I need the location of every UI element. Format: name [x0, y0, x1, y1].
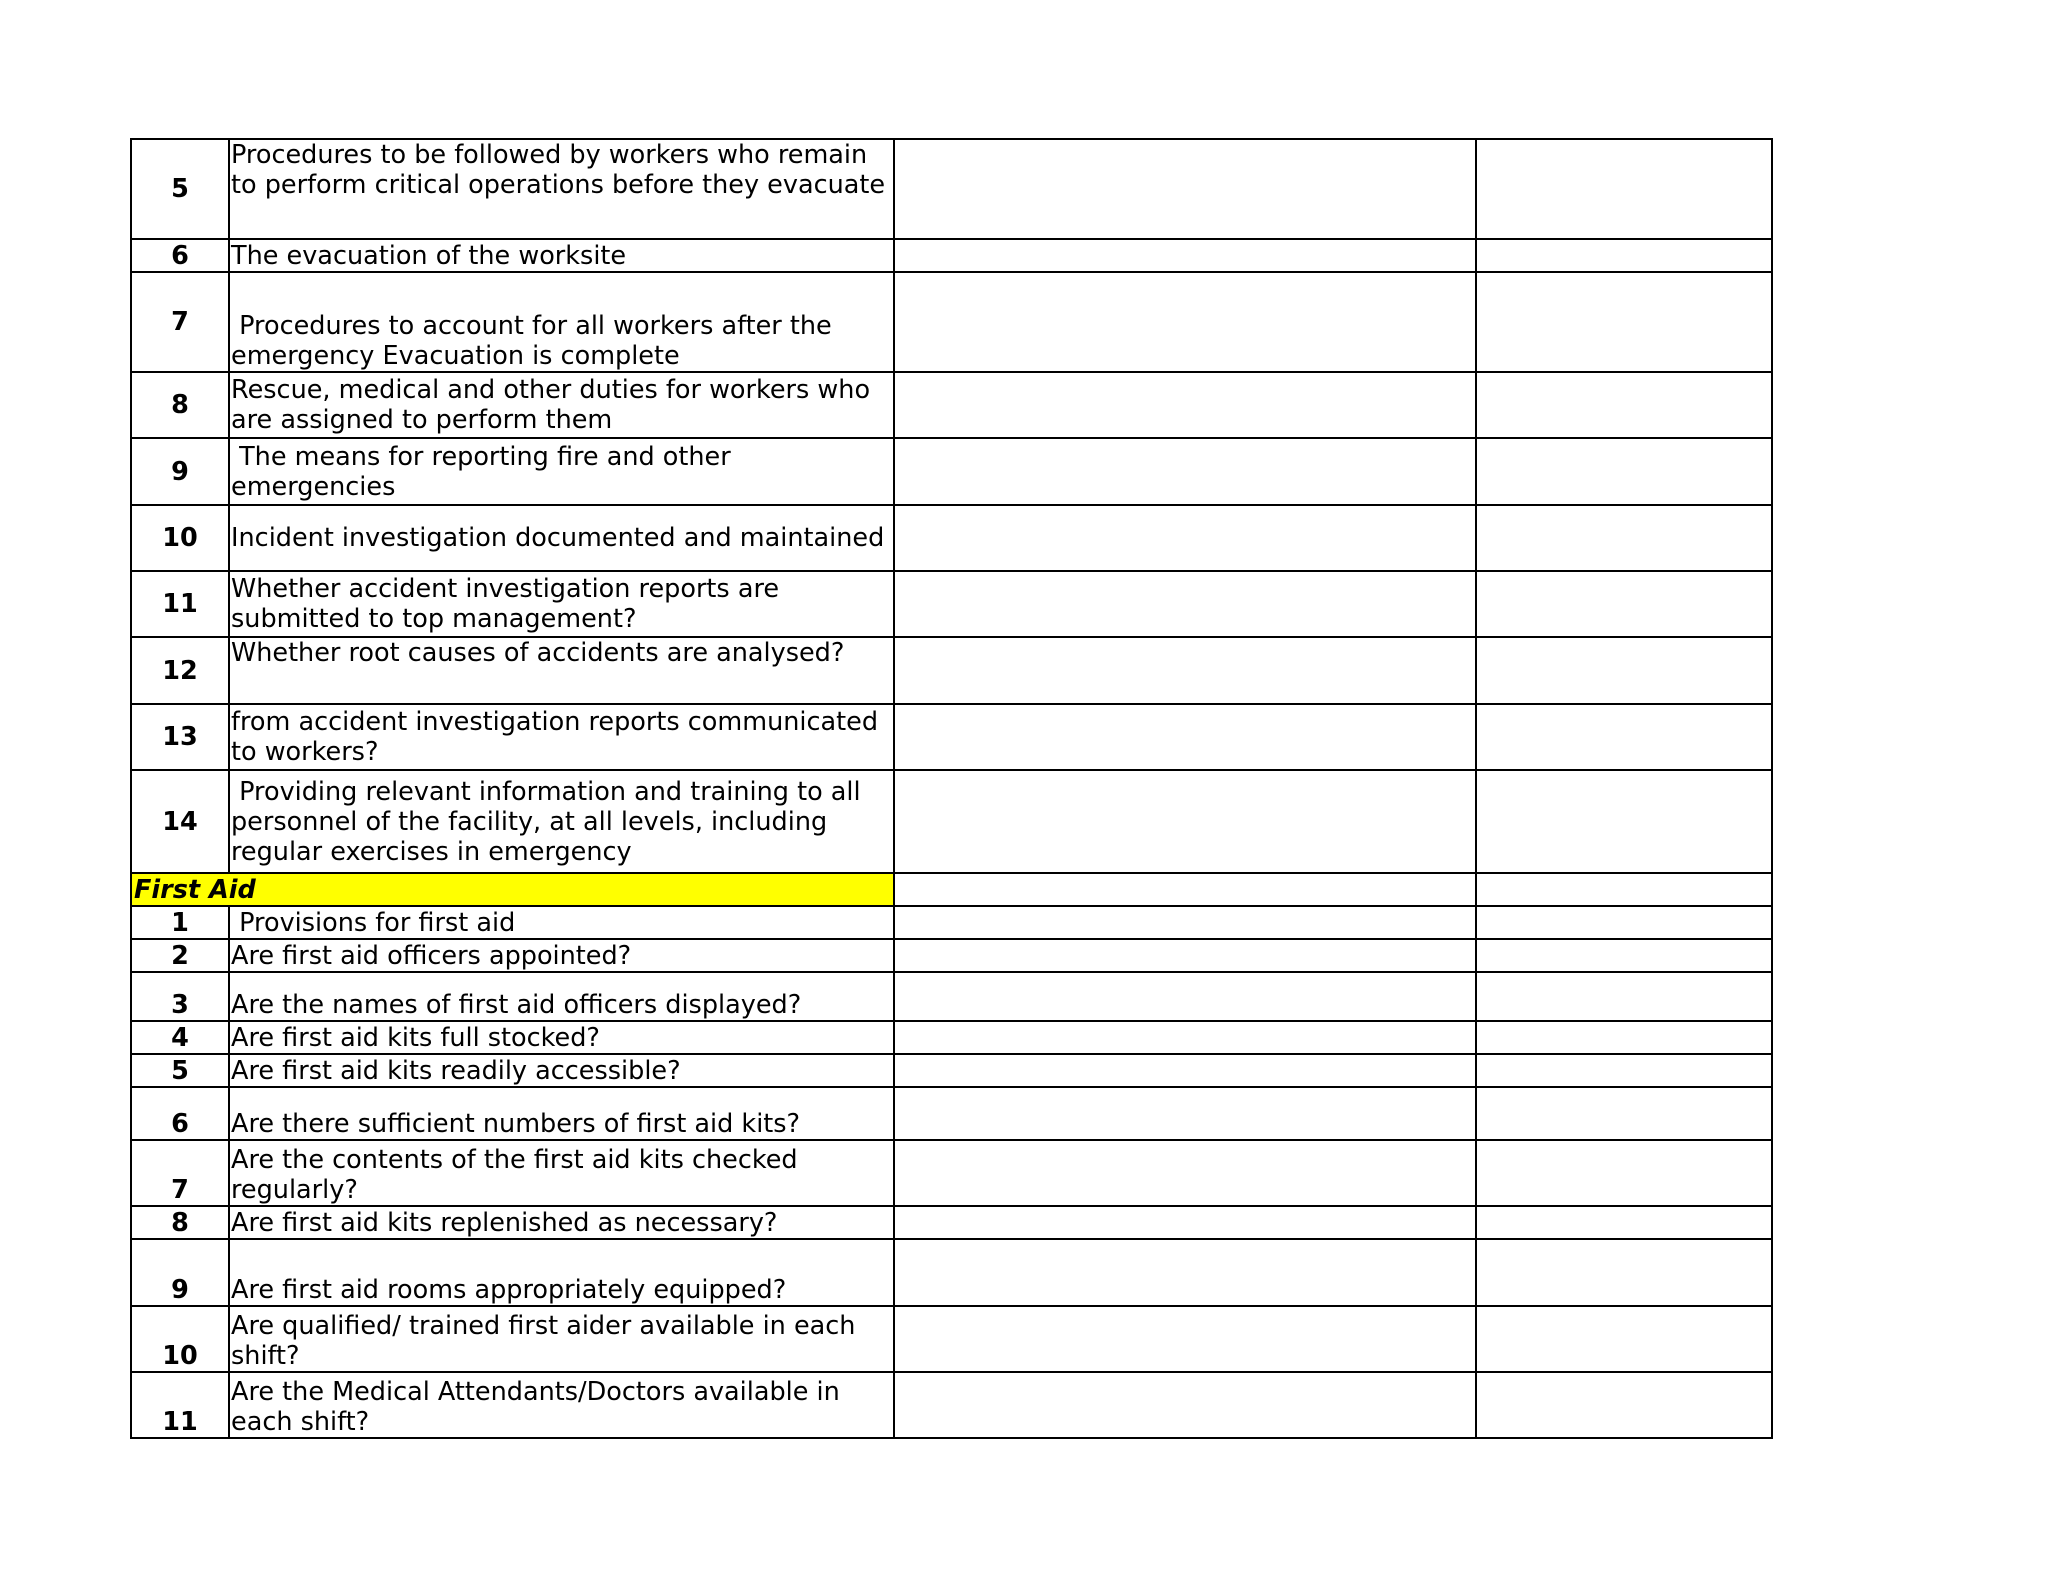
checklist-item-text: Are first aid officers appointed?	[229, 939, 894, 972]
row-number: 11	[131, 571, 229, 637]
section-heading-row	[131, 873, 1772, 906]
row-number: 1	[131, 906, 229, 939]
remarks-cell[interactable]	[1476, 939, 1772, 972]
remarks-cell[interactable]	[1476, 272, 1772, 372]
response-cell[interactable]	[894, 873, 1476, 906]
table-row	[131, 1206, 1772, 1239]
checklist-item-text: Are first aid rooms appropriately equipped?	[229, 1239, 894, 1306]
checklist-item-text: Procedures to be followed by workers who remain to perform critical operations before they evacuate	[229, 139, 894, 239]
remarks-cell[interactable]	[1476, 770, 1772, 873]
table-row	[131, 1140, 1772, 1206]
checklist-item-text: Are the Medical Attendants/Doctors available in each shift?	[229, 1372, 894, 1438]
remarks-cell[interactable]	[1476, 704, 1772, 770]
checklist-item-text: Are there sufficient numbers of first aid kits?	[229, 1087, 894, 1140]
row-number: 4	[131, 1021, 229, 1054]
row-number: 8	[131, 1206, 229, 1239]
table-row	[131, 1087, 1772, 1140]
row-number: 8	[131, 372, 229, 438]
row-number: 12	[131, 637, 229, 704]
checklist-item-text: from accident investigation reports communicated to workers?	[229, 704, 894, 770]
response-cell[interactable]	[894, 438, 1476, 505]
table-row	[131, 1239, 1772, 1306]
checklist-item-text: Are qualified/ trained first aider available in each shift?	[229, 1306, 894, 1372]
response-cell[interactable]	[894, 571, 1476, 637]
table-row	[131, 272, 1772, 372]
row-number: 13	[131, 704, 229, 770]
remarks-cell[interactable]	[1476, 571, 1772, 637]
response-cell[interactable]	[894, 505, 1476, 571]
table-row	[131, 239, 1772, 272]
remarks-cell[interactable]	[1476, 1087, 1772, 1140]
response-cell[interactable]	[894, 939, 1476, 972]
remarks-cell[interactable]	[1476, 906, 1772, 939]
table-row	[131, 571, 1772, 637]
row-number: 2	[131, 939, 229, 972]
remarks-cell[interactable]	[1476, 1206, 1772, 1239]
checklist-item-text: Are the names of first aid officers displayed?	[229, 972, 894, 1021]
remarks-cell[interactable]	[1476, 1372, 1772, 1438]
row-number: 9	[131, 1239, 229, 1306]
response-cell[interactable]	[894, 637, 1476, 704]
row-number: 11	[131, 1372, 229, 1438]
checklist-table	[130, 138, 1773, 1439]
remarks-cell[interactable]	[1476, 239, 1772, 272]
response-cell[interactable]	[894, 372, 1476, 438]
checklist-item-text: The evacuation of the worksite	[229, 239, 894, 272]
row-number: 3	[131, 972, 229, 1021]
checklist-item-text: Are first aid kits full stocked?	[229, 1021, 894, 1054]
remarks-cell[interactable]	[1476, 1306, 1772, 1372]
checklist-item-text: Providing relevant information and training to all personnel of the facility, at all levels, including regular exercises in emergency	[229, 770, 894, 873]
response-cell[interactable]	[894, 1087, 1476, 1140]
response-cell[interactable]	[894, 1021, 1476, 1054]
section-heading-first-aid: First Aid	[131, 873, 894, 906]
remarks-cell[interactable]	[1476, 1054, 1772, 1087]
remarks-cell[interactable]	[1476, 1021, 1772, 1054]
table-row	[131, 906, 1772, 939]
table-row	[131, 139, 1772, 239]
table-row	[131, 372, 1772, 438]
table-row	[131, 770, 1772, 873]
row-number: 5	[131, 1054, 229, 1087]
remarks-cell[interactable]	[1476, 637, 1772, 704]
checklist-item-text: Procedures to account for all workers after the emergency Evacuation is complete	[229, 272, 894, 372]
response-cell[interactable]	[894, 239, 1476, 272]
remarks-cell[interactable]	[1476, 505, 1772, 571]
response-cell[interactable]	[894, 1239, 1476, 1306]
checklist-item-text: Whether accident investigation reports are submitted to top management?	[229, 571, 894, 637]
row-number: 6	[131, 239, 229, 272]
response-cell[interactable]	[894, 1140, 1476, 1206]
row-number: 7	[131, 1140, 229, 1206]
table-row	[131, 972, 1772, 1021]
row-number: 7	[131, 272, 229, 372]
checklist-item-text: Are the contents of the first aid kits checked regularly?	[229, 1140, 894, 1206]
response-cell[interactable]	[894, 704, 1476, 770]
response-cell[interactable]	[894, 1372, 1476, 1438]
remarks-cell[interactable]	[1476, 1239, 1772, 1306]
checklist-item-text: The means for reporting fire and other emergencies	[229, 438, 894, 505]
row-number: 5	[131, 139, 229, 239]
table-row	[131, 1306, 1772, 1372]
response-cell[interactable]	[894, 770, 1476, 873]
response-cell[interactable]	[894, 139, 1476, 239]
response-cell[interactable]	[894, 1206, 1476, 1239]
table-row	[131, 505, 1772, 571]
row-number: 9	[131, 438, 229, 505]
table-row	[131, 637, 1772, 704]
response-cell[interactable]	[894, 1306, 1476, 1372]
response-cell[interactable]	[894, 1054, 1476, 1087]
remarks-cell[interactable]	[1476, 972, 1772, 1021]
table-row	[131, 704, 1772, 770]
response-cell[interactable]	[894, 272, 1476, 372]
checklist-item-text: Provisions for first aid	[229, 906, 894, 939]
response-cell[interactable]	[894, 972, 1476, 1021]
table-row	[131, 438, 1772, 505]
remarks-cell[interactable]	[1476, 438, 1772, 505]
response-cell[interactable]	[894, 906, 1476, 939]
table-row	[131, 939, 1772, 972]
remarks-cell[interactable]	[1476, 139, 1772, 239]
row-number: 10	[131, 1306, 229, 1372]
table-row	[131, 1054, 1772, 1087]
checklist-item-text: Rescue, medical and other duties for workers who are assigned to perform them	[229, 372, 894, 438]
row-number: 14	[131, 770, 229, 873]
row-number: 6	[131, 1087, 229, 1140]
remarks-cell[interactable]	[1476, 372, 1772, 438]
remarks-cell[interactable]	[1476, 873, 1772, 906]
checklist-item-text: Are first aid kits replenished as necessary?	[229, 1206, 894, 1239]
checklist-item-text: Incident investigation documented and maintained	[229, 505, 894, 571]
row-number: 10	[131, 505, 229, 571]
remarks-cell[interactable]	[1476, 1140, 1772, 1206]
checklist-item-text: Whether root causes of accidents are analysed?	[229, 637, 894, 704]
table-row	[131, 1372, 1772, 1438]
table-row	[131, 1021, 1772, 1054]
checklist-item-text: Are first aid kits readily accessible?	[229, 1054, 894, 1087]
